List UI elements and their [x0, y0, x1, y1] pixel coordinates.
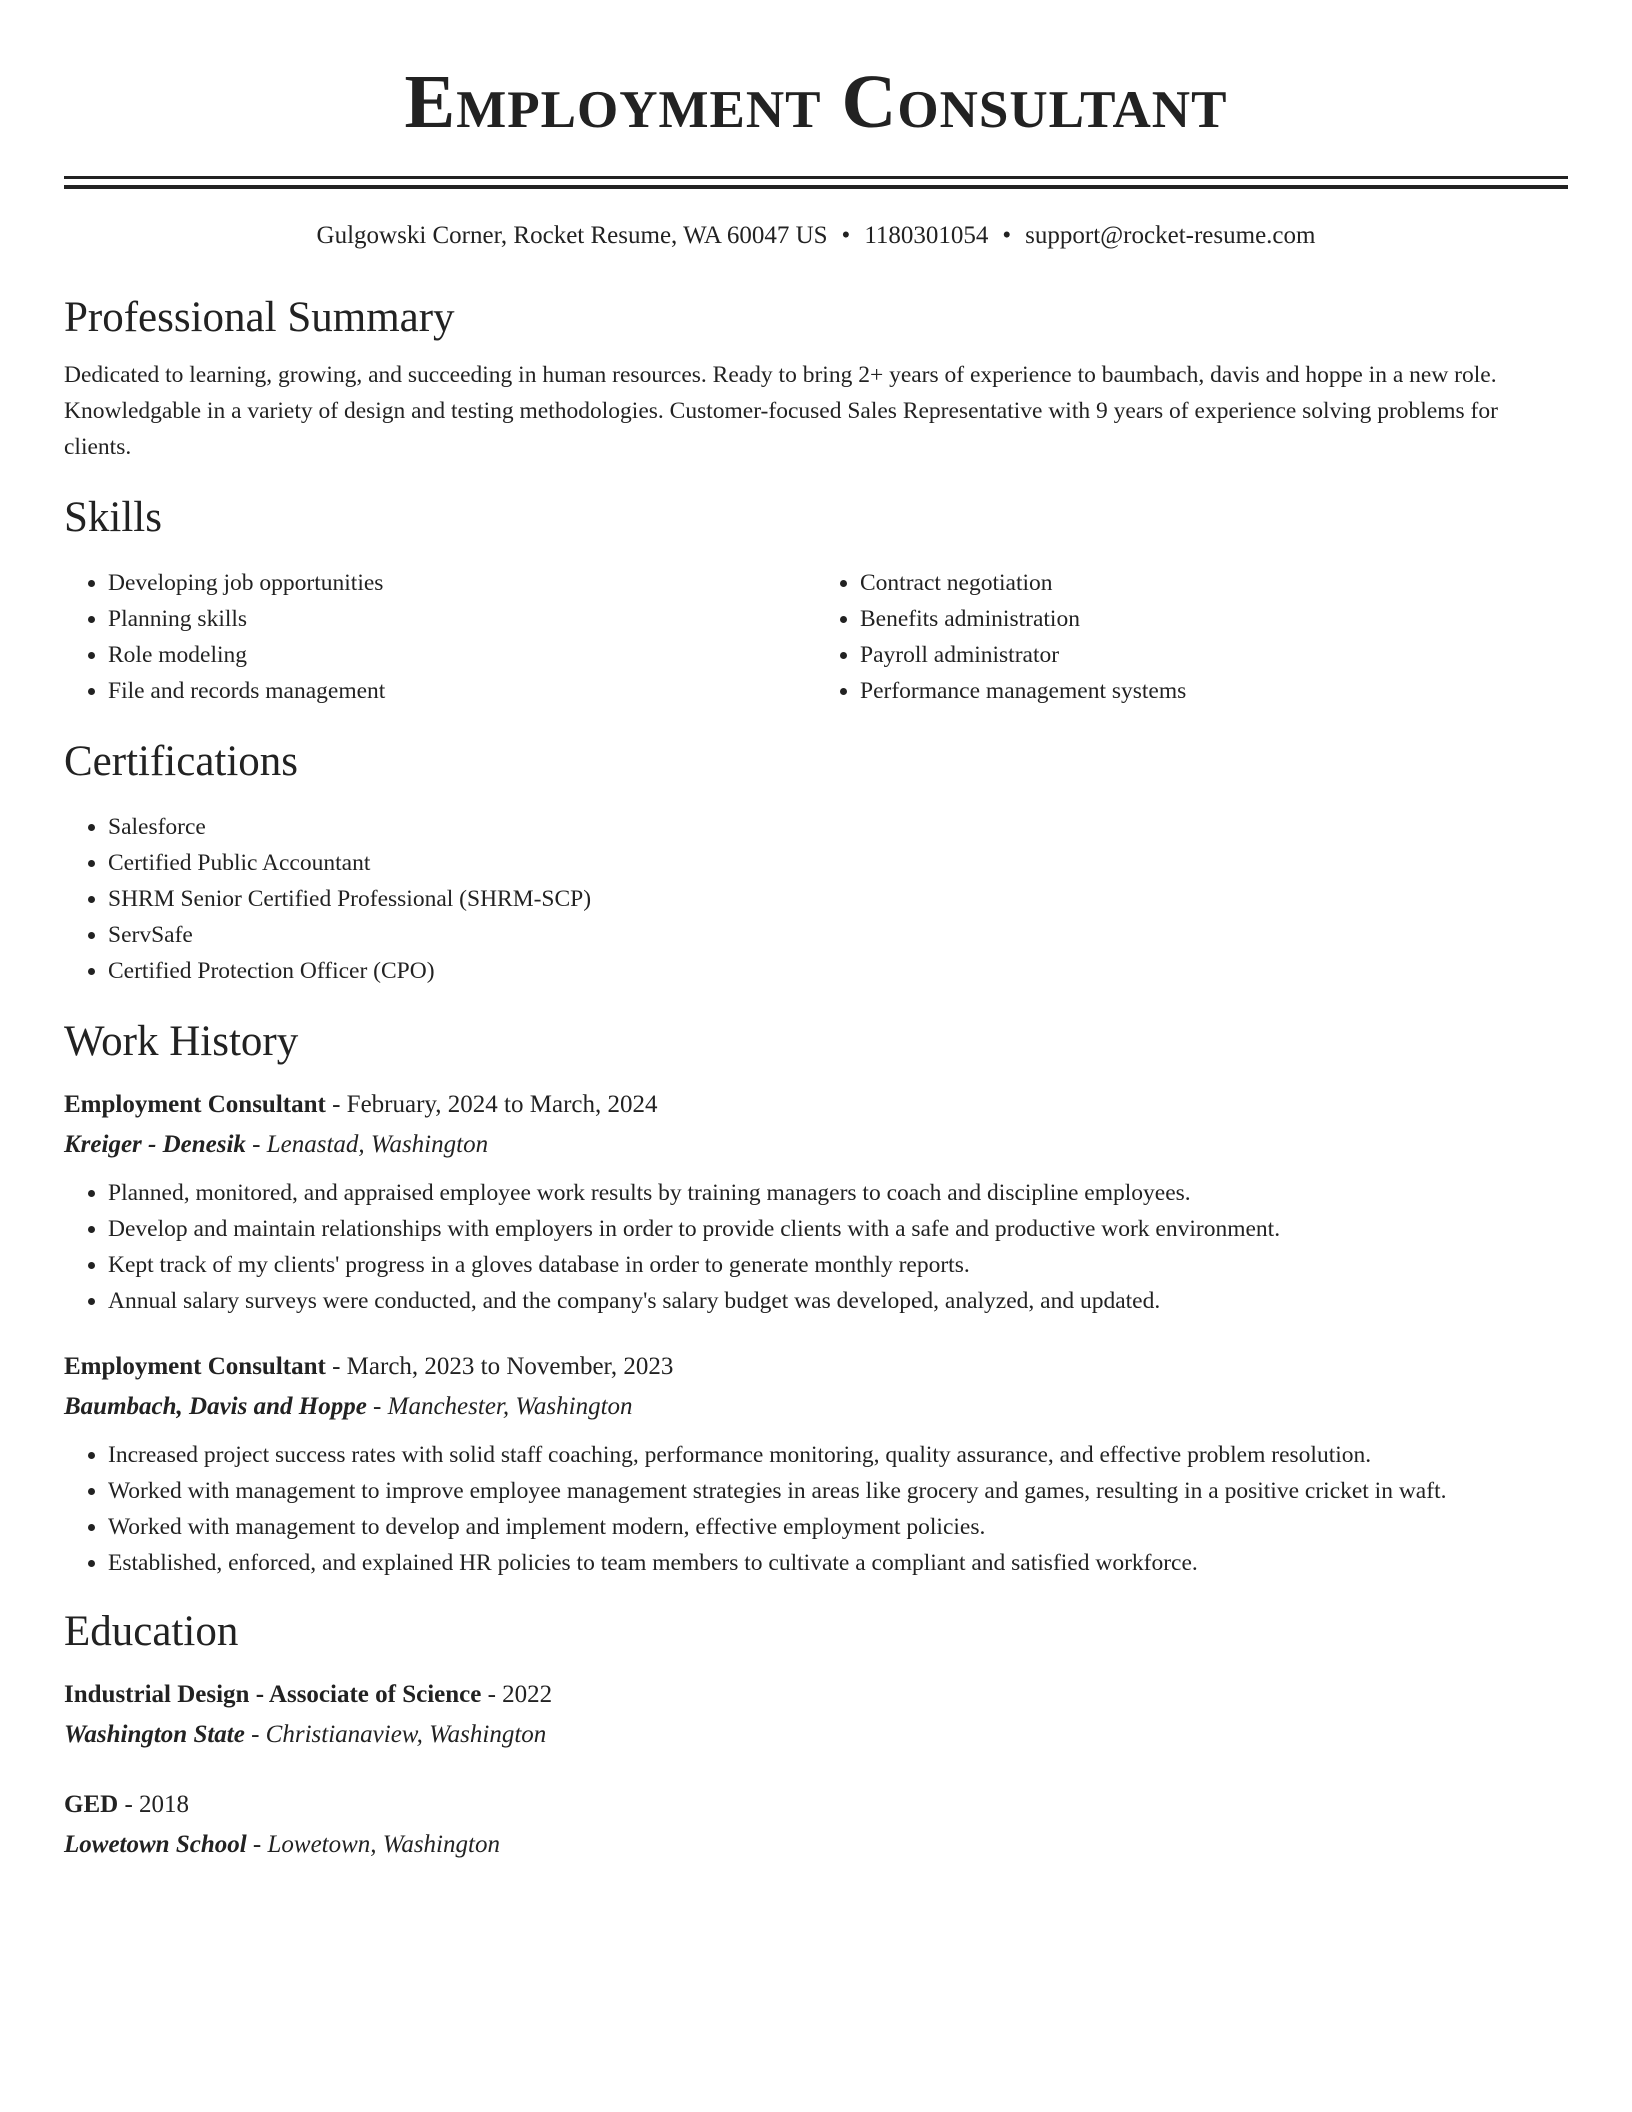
job-title: Employment Consultant [64, 1091, 326, 1118]
contact-phone: 1180301054 [864, 222, 989, 249]
job-entry [64, 1347, 1568, 1581]
education-school: Lowetown School [64, 1831, 247, 1858]
job-bullet: • Established, enforced, and explained HR policies to team members to cultivate a compliant and satisfied workforce. [108, 1545, 1568, 1581]
education-degree: GED [64, 1791, 119, 1818]
job-title: Employment Consultant [64, 1353, 326, 1380]
job-bullet: • Annual salary surveys were conducted, and the company's salary budget was developed, analyzed, and updated. [108, 1283, 1568, 1319]
job-bullets [64, 1437, 1568, 1581]
certification-item: • Salesforce [108, 809, 1568, 845]
education-year: - 2022 [481, 1681, 553, 1708]
education-school: Washington State [64, 1721, 245, 1748]
skill-item: • Role modeling [108, 637, 816, 673]
education-year: - 2018 [118, 1791, 190, 1818]
title-divider-bottom [64, 185, 1568, 189]
certifications-list [64, 809, 1568, 989]
job-entry [64, 1085, 1568, 1319]
education-degree-line [64, 1785, 1568, 1825]
skill-item: • Benefits administration [860, 601, 1568, 637]
education-entry [64, 1675, 1568, 1755]
contact-address: Gulgowski Corner, Rocket Resume, WA 60047 US [316, 222, 828, 249]
education-location: - Christianaview, Washington [244, 1721, 547, 1748]
work-history-heading: Work History [64, 1018, 299, 1065]
resume-title: Employment Consultant [404, 60, 1228, 144]
skills-list-right [816, 565, 1568, 709]
education-degree: Industrial Design - Associate of Science [64, 1681, 482, 1708]
skill-item: • Performance management systems [860, 673, 1568, 709]
education-location: - Lowetown, Washington [246, 1831, 500, 1858]
job-bullet: • Worked with management to improve employee management strategies in areas like grocery and games, resulting in a positive cricket in waft. [108, 1473, 1568, 1509]
job-dates: - February, 2024 to March, 2024 [325, 1091, 658, 1118]
job-location: - Lenastad, Washington [245, 1131, 489, 1158]
job-company: Kreiger - Denesik [64, 1131, 246, 1158]
skills-list-left [64, 565, 816, 709]
job-bullet: • Worked with management to develop and implement modern, effective employment policies. [108, 1509, 1568, 1545]
skills-columns [64, 565, 1568, 709]
summary-heading: Professional Summary [64, 294, 455, 341]
certification-item: • Certified Protection Officer (CPO) [108, 953, 1568, 989]
education-school-line [64, 1825, 1568, 1865]
job-bullet: • Develop and maintain relationships with employers in order to provide clients with a safe and productive work environment. [108, 1211, 1568, 1247]
certification-item: • Certified Public Accountant [108, 845, 1568, 881]
contact-email: support@rocket-resume.com [1025, 222, 1316, 249]
certification-item: • SHRM Senior Certified Professional (SHRM-SCP) [108, 881, 1568, 917]
skill-item: • Developing job opportunities [108, 565, 816, 601]
job-location: - Manchester, Washington [366, 1393, 633, 1420]
job-title-line [64, 1347, 1568, 1387]
skill-item: • Contract negotiation [860, 565, 1568, 601]
skill-item: • File and records management [108, 673, 816, 709]
certification-item: • ServSafe [108, 917, 1568, 953]
job-company-line [64, 1125, 1568, 1165]
job-company-line [64, 1387, 1568, 1427]
skills-heading: Skills [64, 494, 162, 541]
summary-text: Dedicated to learning, growing, and succeeding in human resources. Ready to bring 2+ years of experience to baumbach, davis and hoppe in a new role. Knowledgable in a variety of design and testing methodologies. Customer-focused Sales Representative with 9 years of experience solving problems for clients. [64, 362, 1498, 460]
contact-separator: • [841, 222, 851, 249]
education-degree-line [64, 1675, 1568, 1715]
education-school-line [64, 1715, 1568, 1755]
contact-separator: • [1002, 222, 1012, 249]
contact-line [64, 221, 1568, 251]
education-entry [64, 1785, 1568, 1865]
job-dates: - March, 2023 to November, 2023 [325, 1353, 674, 1380]
skill-item: • Planning skills [108, 601, 816, 637]
job-bullet: • Planned, monitored, and appraised employee work results by training managers to coach and discipline employees. [108, 1175, 1568, 1211]
job-bullet: • Kept track of my clients' progress in a gloves database in order to generate monthly reports. [108, 1247, 1568, 1283]
job-title-line [64, 1085, 1568, 1125]
job-bullets [64, 1175, 1568, 1319]
skill-item: • Payroll administrator [860, 637, 1568, 673]
job-bullet: • Increased project success rates with solid staff coaching, performance monitoring, quality assurance, and effective problem resolution. [108, 1437, 1568, 1473]
certifications-heading: Certifications [64, 738, 299, 785]
education-heading: Education [64, 1608, 239, 1655]
title-divider-top [64, 176, 1568, 179]
job-company: Baumbach, Davis and Hoppe [64, 1393, 367, 1420]
